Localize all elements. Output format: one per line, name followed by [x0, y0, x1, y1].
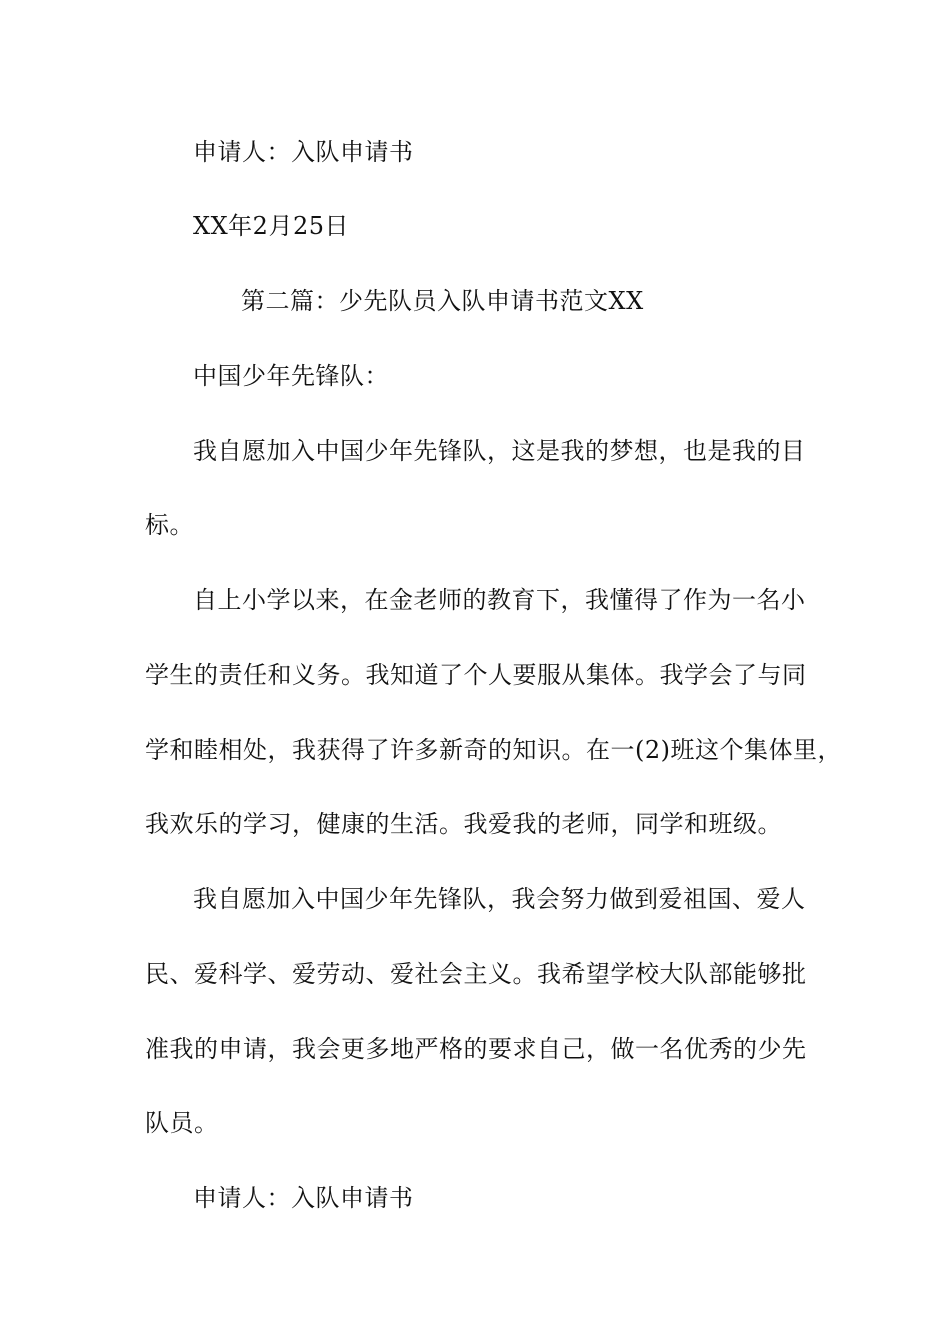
paragraph-3-line: 队员。 [145, 1109, 219, 1137]
section-title: 第二篇：少先队员入队申请书范文XX [241, 287, 644, 315]
paragraph-3-line: 我自愿加入中国少年先锋队，我会努力做到爱祖国、爱人 [193, 885, 806, 913]
signature-line: 申请人：入队申请书 [193, 1184, 414, 1212]
paragraph-2-line: 学和睦相处，我获得了许多新奇的知识。在一(2)班这个集体里， [145, 736, 842, 764]
paragraph-2-line: 学生的责任和义务。我知道了个人要服从集体。我学会了与同 [145, 661, 807, 689]
date-line: XX年2月25日 [193, 212, 349, 240]
paragraph-3-line: 准我的申请，我会更多地严格的要求自己，做一名优秀的少先 [145, 1035, 807, 1063]
paragraph-2-line: 我欢乐的学习，健康的生活。我爱我的老师，同学和班级。 [145, 810, 782, 838]
salutation: 中国少年先锋队： [193, 362, 389, 390]
paragraph-1-line: 我自愿加入中国少年先锋队，这是我的梦想，也是我的目 [193, 437, 806, 465]
signature-line: 申请人：入队申请书 [193, 138, 414, 166]
paragraph-2-line: 自上小学以来，在金老师的教育下，我懂得了作为一名小 [193, 586, 806, 614]
paragraph-3-line: 民、爱科学、爱劳动、爱社会主义。我希望学校大队部能够批 [145, 960, 807, 988]
paragraph-1-line: 标。 [145, 511, 194, 539]
